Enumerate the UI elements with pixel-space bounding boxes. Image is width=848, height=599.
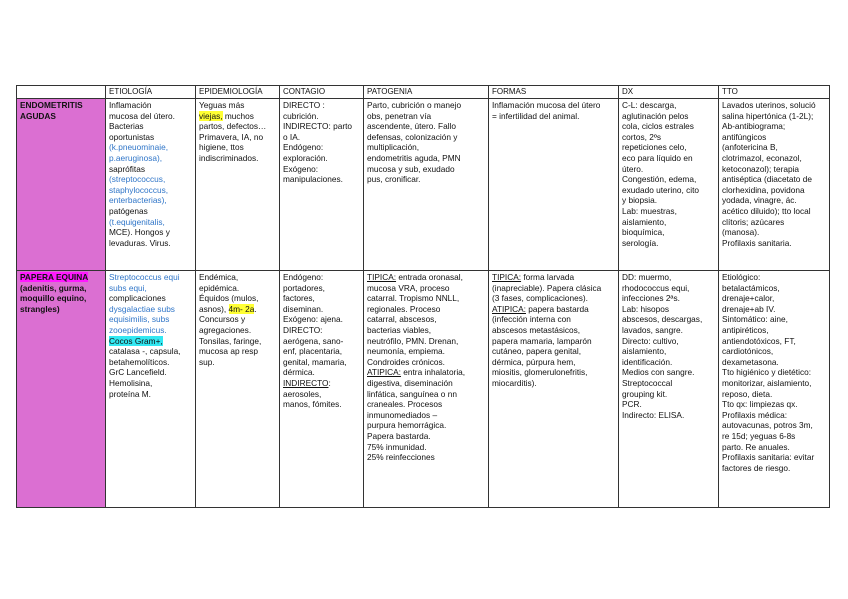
highlight-cocos: Cocos Gram+, [109, 335, 163, 346]
header-patogenia: PATOGENIA [364, 86, 489, 99]
row-label-text: PAPERA EQUINA [20, 272, 89, 282]
header-formas: FORMAS [489, 86, 619, 99]
cell-tto: Etiológico: betalactámicos, drenaje+calor, drenaje+ab IV. Sintomático: aine, antipiréticos, antiendotóxicos, FT, cardiotónicos, dexametasona. Tto higiénico y dietético: monitorizar, aislamiento, reposo, dieta. Tto qx: limpiezas qx. Profilaxis médica: autovacunas, potros 3m, re 15d; yeguas 6-8s parto. Re anuales. Profilaxis sanitaria: evitar factores de riesgo. [719, 271, 830, 508]
row-label-endometritis [17, 99, 106, 271]
table-row-endometritis [17, 99, 830, 271]
cell-formas: Inflamación mucosa del útero = infertilidad del animal. [489, 99, 619, 271]
table-row-papera-equina [17, 271, 830, 508]
header-cell-empty [17, 86, 106, 99]
header-row [17, 86, 830, 99]
header-etiologia: ETIOLOGÍA [106, 86, 196, 99]
cell-etiologia: Inflamación mucosa del útero. Bacterias oportunistas (k.pneuominaie, p.aeruginosa), saprófitas (streptococcus, staphylococcus, enterbacterias), patógenas (t.equigenitalis, MCE). Hongos y levaduras. Virus. [106, 99, 196, 271]
cell-patogenia: Parto, cubrición o manejo obs, penetran vía ascendente, útero. Fallo defensas, colonización y multiplicación, endometritis aguda, PMN mucosa y sub, exudado pus, cronificar. [364, 99, 489, 271]
header-dx: DX [619, 86, 719, 99]
row-label-text: ENDOMETRITIS AGUDAS [20, 100, 102, 121]
header-contagio: CONTAGIO [280, 86, 364, 99]
cell-contagio: Endógeno: portadores, factores, diseminan. Exógeno: ajena. DIRECTO: aerógena, sano- enf, placentaria, genital, mamaria, dérmica. INDIRECTO: aerosoles, manos, fómites. [280, 271, 364, 508]
cell-dx: DD: muermo, rhodococcus equi, infecciones 2ªs. Lab: hisopos abscesos, descargas, lavados, sangre. Directo: cultivo, aislamiento, identificación. Medios con sangre. Streptococcal grouping kit. PCR. Indirecto: ELISA. [619, 271, 719, 508]
highlight-viejas: viejas, [199, 110, 223, 121]
header-tto: TTO [719, 86, 830, 99]
cell-epidemiologia: Endémica, epidémica. Équidos (mulos, asnos), 4m- 2a. Concursos y agregaciones. Tonsilas, faringe, mucosa ap resp sup. [196, 271, 280, 508]
row-label-papera: PAPERA EQUINA (adenitis, gurma, moquillo equino, strangles) [17, 271, 106, 508]
cell-contagio: DIRECTO : cubrición. INDIRECTO: parto o IA. Endógeno: exploración. Exógeno: manipulaciones. [280, 99, 364, 271]
header-epidemiologia: EPIDEMIOLOGÍA [196, 86, 280, 99]
cell-formas: TIPICA: forma larvada (inapreciable). Papera clásica (3 fases, complicaciones). ATIPICA: papera bastarda (infección interna con abscesos metastásicos, papera mamaria, lamparón cutáneo, papera genital, dérmica, púrpura hem, miositis, glomerulonefritis, miocarditis). [489, 271, 619, 508]
cell-etiologia: Streptococcus equi subs equi, complicaciones dysgalactiae subs equisimilis, subs zooepidemicus. Cocos Gram+, catalasa -, capsula, betahemolíticos. GrC Lancefield. Hemolisina, proteína M. [106, 271, 196, 508]
cell-tto: Lavados uterinos, solució salina hipertónica (1-2L); Ab-antibiograma; antifúngicos (anfotericina B, clotrimazol, econazol, ketoconazol); terapia antiséptica (diacetato de clorhexidina, povidona yodada, vinagre, ác. acético diluido); tto local clítoris; azúcares (manosa). Profilaxis sanitaria. [719, 99, 830, 271]
highlight-edad: 4m- 2a [228, 303, 255, 314]
notes-table [16, 85, 830, 508]
cell-dx: C-L: descarga, aglutinación pelos cola, ciclos estrales cortos, 2ºs repeticiones celo, eco para líquido en útero. Congestión, edema, exudado uterino, cito y biopsia. Lab: muestras, aislamiento, bioquímica, serología. [619, 99, 719, 271]
cell-epidemiologia: Yeguas más viejas, muchos partos, defectos… Primavera, IA, no higiene, ttos indiscriminados. [196, 99, 280, 271]
cell-patogenia: TIPICA: entrada oronasal, mucosa VRA, proceso catarral. Tropismo NNLL, regionales. Proceso catarral, abscesos, bacterias viables, neutrófilo, PMN. Drenan, neumonía, empiema. Condroides crónicos. ATIPICA: entra inhalatoria, digestiva, diseminación linfática, sanguínea o nn craneales. Procesos inmunomediados – purpura hemorrágica. Papera bastarda. 75% inmunidad. 25% reinfecciones [364, 271, 489, 508]
